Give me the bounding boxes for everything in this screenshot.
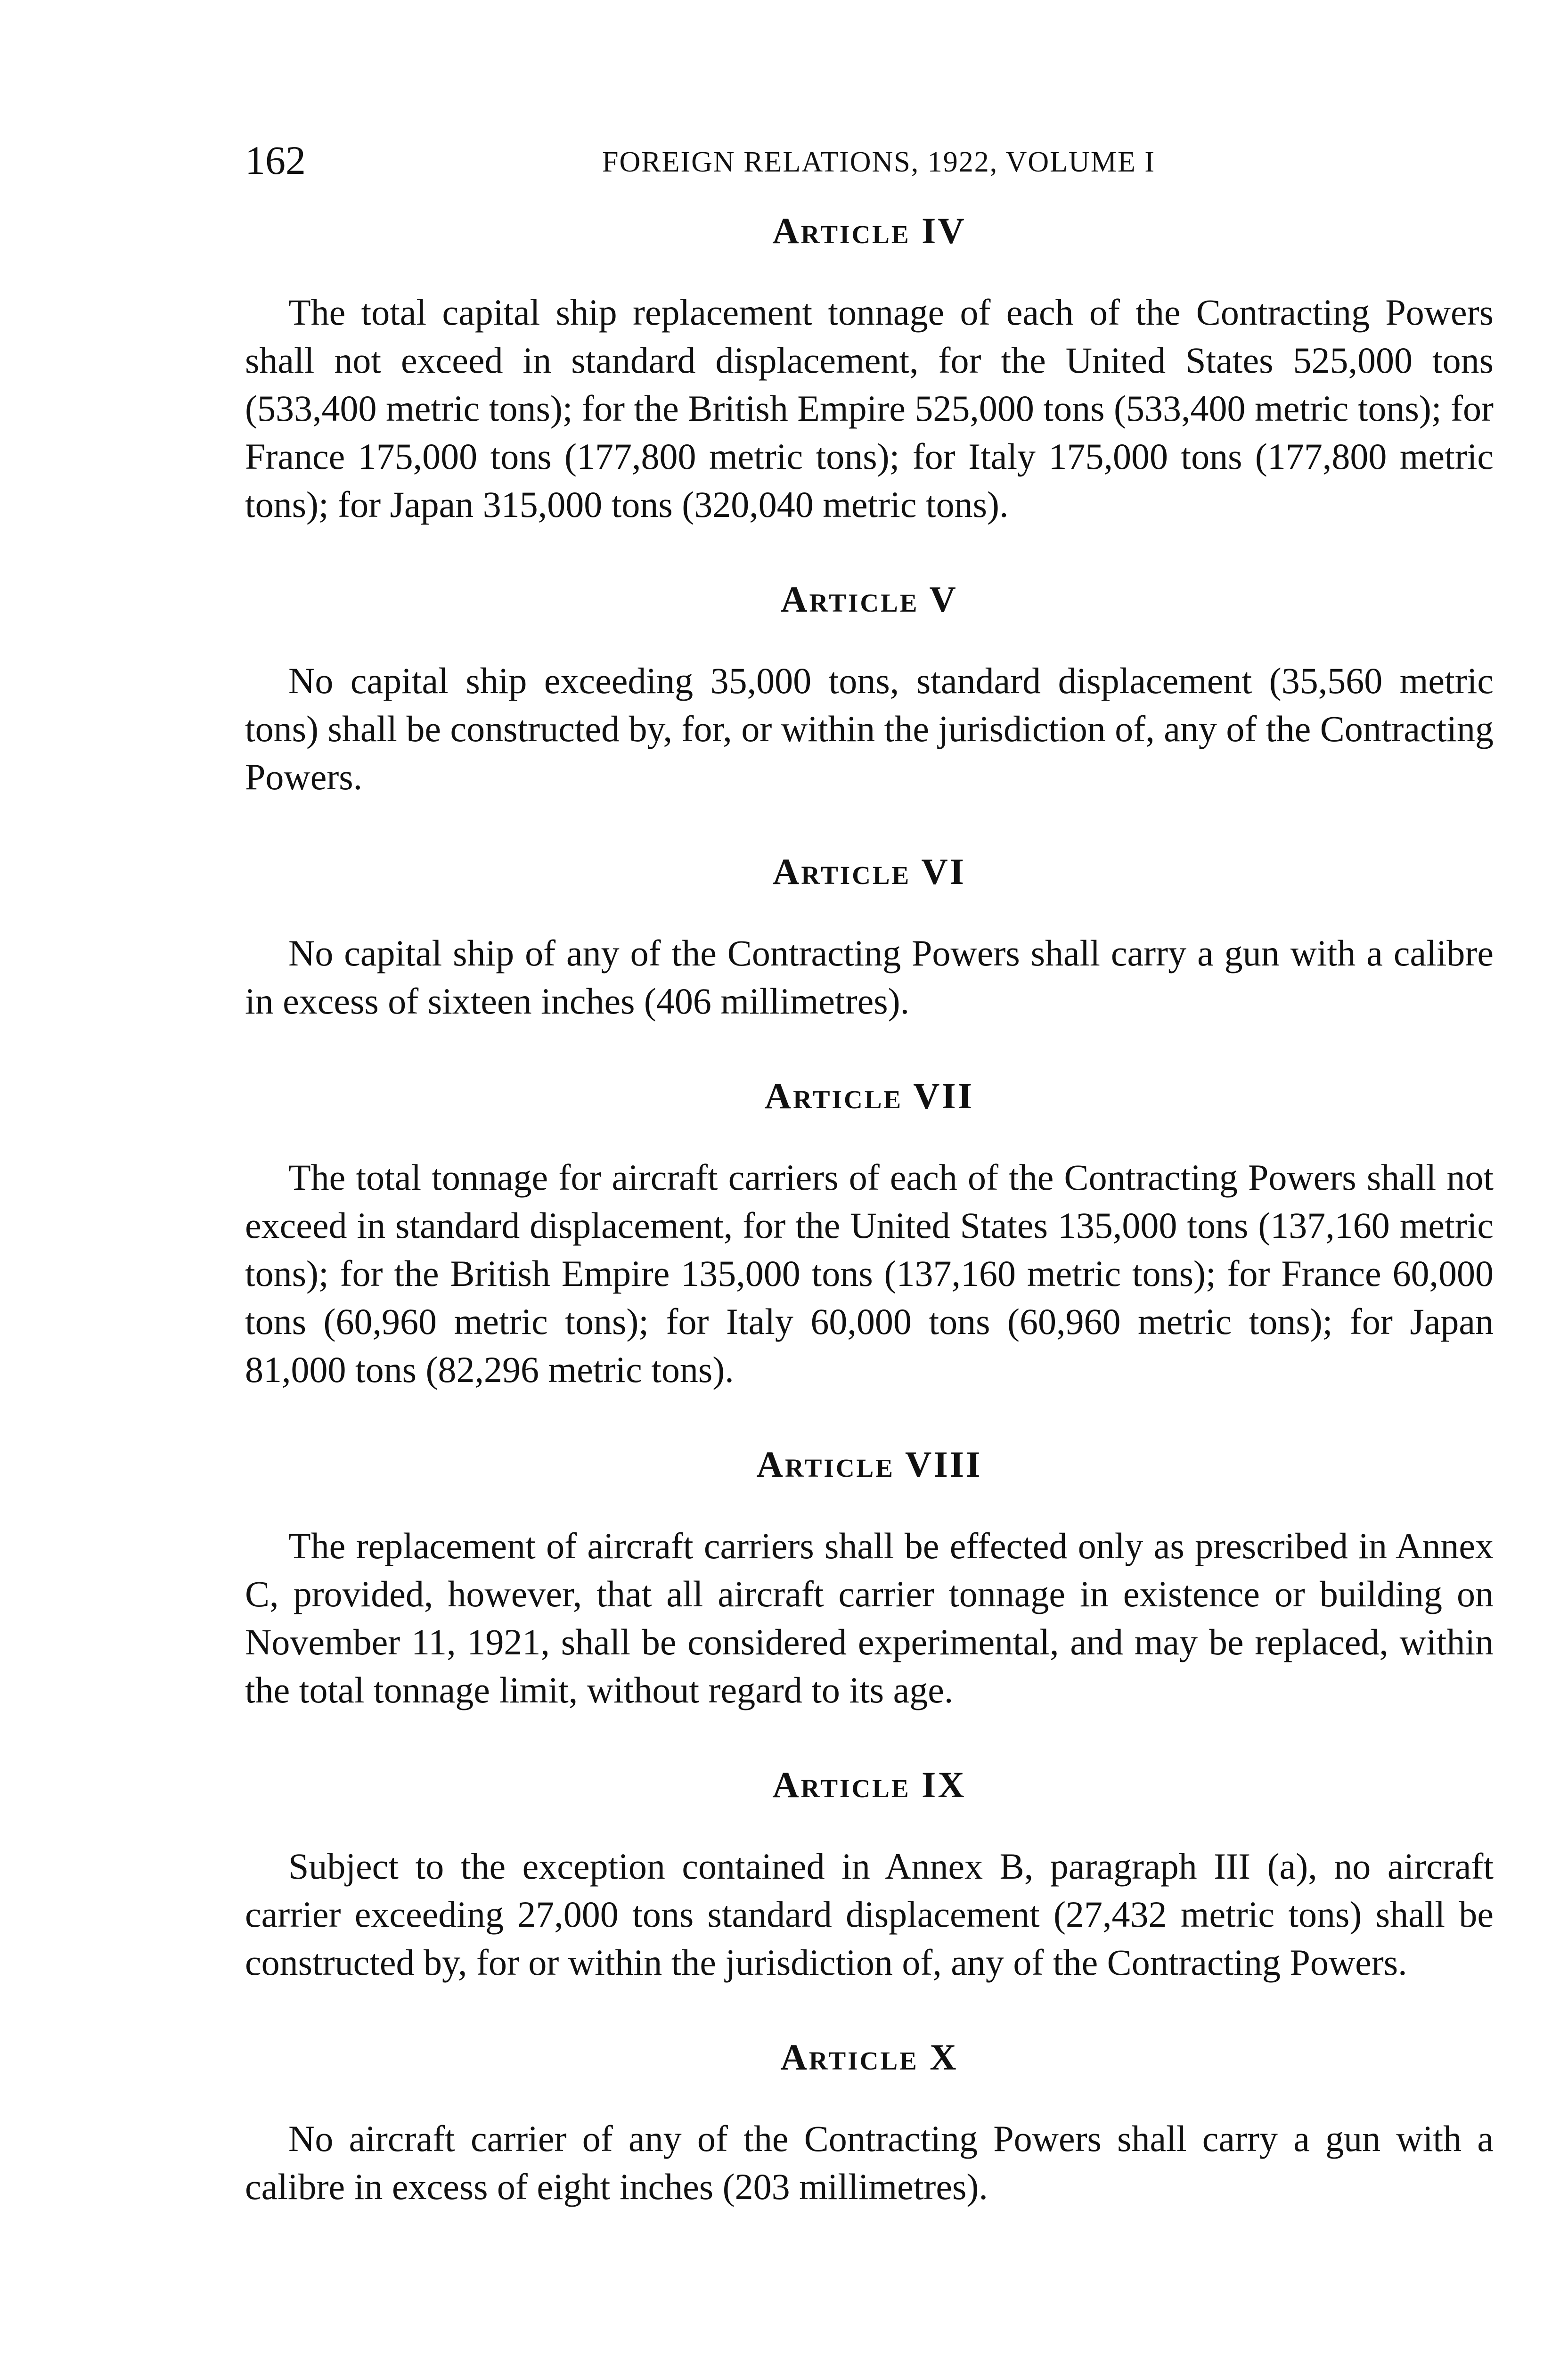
article-paragraph: The total tonnage for aircraft carriers of each of the Contracting Powers shall not exceed in standard displacement, for the United States 135,000 tons (137,160 metric tons); for the British Empire 135,000 tons (137,160 metric tons); for France 60,000 tons (60,960 metric tons); for Italy 60,000 tons (60,960 metric tons); for Japan 81,000 tons (82,296 metric tons).	[245, 1157, 1494, 1390]
article-iv	[245, 207, 1494, 529]
article-vi	[245, 848, 1494, 1025]
article-paragraph: The total capital ship replacement tonnage of each of the Contracting Powers shall not exceed in standard displacement, for the United States 525,000 tons (533,400 metric tons); for the British Empire 525,000 tons (533,400 metric tons); for France 175,000 tons (177,800 metric tons); for Italy 175,000 tons (177,800 metric tons); for Japan 315,000 tons (320,040 metric tons).	[245, 292, 1494, 525]
article-heading: Article X	[780, 2037, 958, 2078]
article-heading: Article VIII	[756, 1444, 982, 1485]
article-vii	[245, 1072, 1494, 1394]
article-heading: Article IV	[772, 210, 966, 251]
article-paragraph: No aircraft carrier of any of the Contracting Powers shall carry a gun with a calibre in excess of eight inches (203 millimetres).	[245, 2118, 1494, 2207]
article-heading: Article IX	[772, 1764, 966, 1805]
article-paragraph: No capital ship of any of the Contracting Powers shall carry a gun with a calibre in excess of sixteen inches (406 millimetres).	[245, 933, 1494, 1022]
article-heading: Article V	[781, 579, 958, 620]
article-paragraph: Subject to the exception contained in Annex B, paragraph III (a), no aircraft carrier exceeding 27,000 tons standard displacement (27,432 metric tons) shall be constructed by, for or within the jurisdiction of, any of the Contracting Powers.	[245, 1846, 1494, 1983]
article-v	[245, 576, 1494, 801]
article-x	[245, 2034, 1494, 2211]
article-paragraph: No capital ship exceeding 35,000 tons, standard displacement (35,560 metric tons) shall be constructed by, for, or within the jurisdiction of, any of the Contracting Powers.	[245, 660, 1494, 797]
article-paragraph: The replacement of aircraft carriers shall be effected only as prescribed in Annex C, provided, however, that all aircraft carrier tonnage in existence or building on November 11, 1921, shall be considered experimental, and may be replaced, within the total tonnage limit, without regard to its age.	[245, 1525, 1494, 1710]
article-heading: Article VI	[772, 851, 966, 892]
running-title: FOREIGN RELATIONS, 1922, VOLUME I	[602, 146, 1155, 178]
page-number: 162	[245, 138, 306, 183]
article-viii	[245, 1441, 1494, 1714]
running-header	[245, 137, 1494, 188]
article-ix	[245, 1761, 1494, 1987]
body-text	[245, 207, 1494, 2258]
article-heading: Article VII	[764, 1075, 974, 1116]
